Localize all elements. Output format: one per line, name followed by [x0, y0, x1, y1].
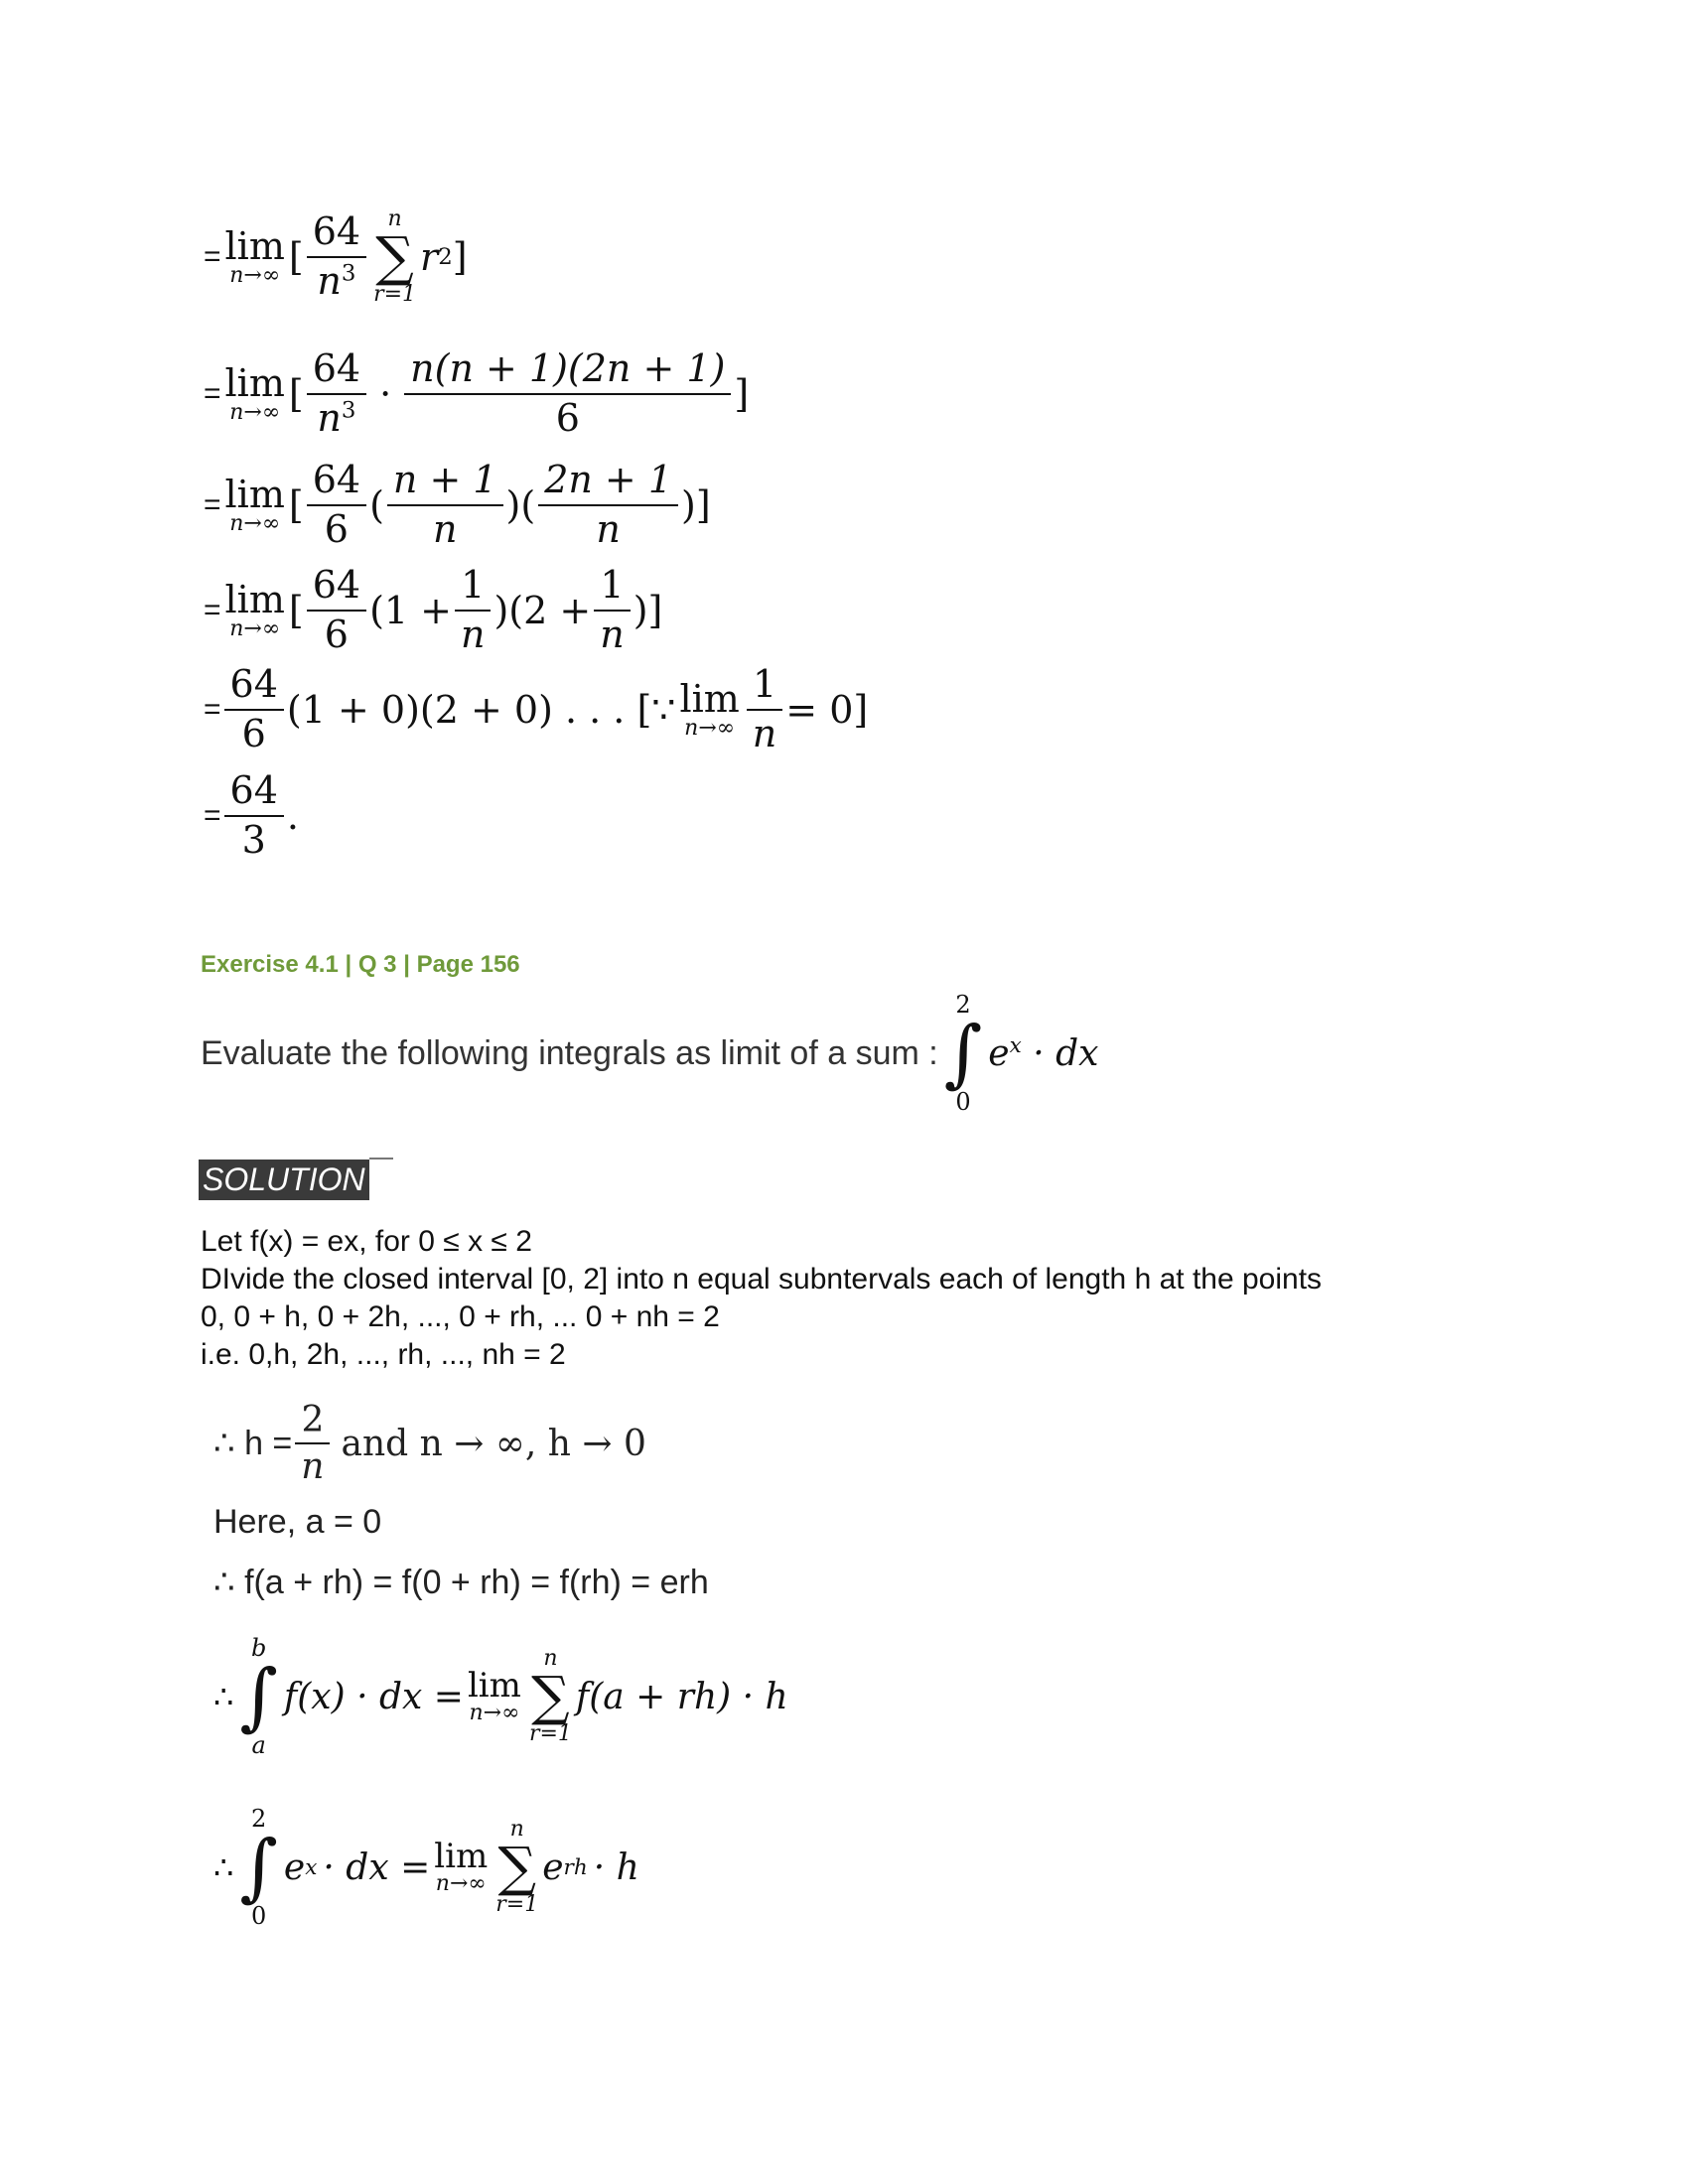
- integral: b ∫ a: [239, 1634, 278, 1759]
- derivation-line-3: = lim n→∞ [ $\frac{64}{6}$ ( $\frac{n + 1}{n}$ )( $\frac{2n + 1}{n}$ )]: [204, 458, 711, 551]
- derivation-line-4: = lim n→∞ [ $\frac{64}{6}$ (1 + $\frac{1}{n}$ )(2 + $\frac{1}{n}$ )]: [204, 563, 663, 656]
- limit-sum-formula: ∴ b ∫ a f(x) · dx = lim n→∞ n ∑ r=1 f(a + rh) · h: [213, 1634, 788, 1759]
- question: Evaluate the following integrals as limit of a sum : 2 ∫ 0 $e^x$ · dx: [201, 991, 1099, 1116]
- question-text: Evaluate the following integrals as limit of a sum :: [201, 1033, 938, 1072]
- derivation-line-5: = $\frac{64}{6}$ (1 + 0)(2 + 0) . . . [∵ lim n→∞ $\frac{1}{n}$ = 0]: [204, 662, 869, 755]
- fraction: $\frac{64}{n^3}$: [307, 347, 366, 440]
- fraction: $\frac{64}{6}$: [307, 459, 366, 551]
- limit: lim n→∞: [467, 1666, 521, 1725]
- summation: n ∑ r=1: [373, 206, 417, 307]
- derivation-line-1: = lim n→∞ [ $\frac{64}{n^3}$ n ∑ r=1 r 2 ]: [204, 206, 468, 307]
- fraction: $\frac{64}{n^3}$: [307, 210, 366, 303]
- applied-formula: ∴ 2 ∫ 0 e x · dx = lim n→∞ n ∑ r=1 e rh · h: [213, 1805, 639, 1930]
- fraction: $\frac{1}{n}$: [455, 564, 491, 656]
- summation: n ∑ r=1: [528, 1646, 572, 1746]
- fraction: $\frac{64}{6}$: [224, 663, 284, 755]
- exercise-label: Exercise 4.1 | Q 3 | Page 156: [201, 951, 520, 978]
- fraction: $\frac{n + 1}{n}$: [387, 459, 503, 551]
- solution-badge: SOLUTION: [199, 1160, 369, 1200]
- f-line: ∴ f(a + rh) = f(0 + rh) = f(rh) = erh: [213, 1564, 709, 1601]
- derivation-line-2: = lim n→∞ [ $\frac{64}{n^3}$ · $\frac{n(n + 1)(2n + 1)}{6}$ ]: [204, 346, 750, 440]
- limit: lim n→∞: [224, 577, 285, 641]
- fraction: $\frac{2n + 1}{n}$: [538, 459, 678, 551]
- integral: 2 ∫ 0: [239, 1805, 278, 1930]
- fraction: $\frac{64}{3}$: [224, 769, 284, 862]
- limit: lim n→∞: [224, 224, 285, 288]
- fraction: $\frac{1}{n}$: [747, 663, 782, 755]
- integral: 2 ∫ 0: [943, 991, 983, 1116]
- limit: lim n→∞: [679, 676, 740, 741]
- solution-line: DIvide the closed interval [0, 2] into n equal subntervals each of length h at the points: [201, 1263, 1323, 1296]
- fraction: $\frac{64}{6}$: [307, 564, 366, 656]
- derivation-line-6: = $\frac{64}{3}$ .: [204, 768, 299, 862]
- summation: n ∑ r=1: [495, 1817, 539, 1917]
- fraction: $\frac{2}{n}$: [295, 1400, 330, 1488]
- solution-text: [201, 1223, 1322, 1374]
- h-definition: ∴ h = $\frac{2}{n}$ and n → ∞, h → 0: [213, 1400, 646, 1488]
- solution-rule: [369, 1158, 393, 1160]
- equals-sign: =: [204, 240, 221, 273]
- fraction: $\frac{n(n + 1)(2n + 1)}{6}$: [404, 347, 731, 440]
- solution-line: 0, 0 + h, 0 + 2h, ..., 0 + rh, ... 0 + nh = 2: [201, 1300, 720, 1333]
- limit: lim n→∞: [224, 360, 285, 425]
- fraction: $\frac{1}{n}$: [594, 564, 630, 656]
- here-line: Here, a = 0: [213, 1503, 382, 1541]
- solution-line: i.e. 0,h, 2h, ..., rh, ..., nh = 2: [201, 1338, 566, 1371]
- limit: lim n→∞: [434, 1837, 489, 1896]
- limit: lim n→∞: [224, 472, 285, 536]
- solution-line: Let f(x) = ex, for 0 ≤ x ≤ 2: [201, 1225, 532, 1258]
